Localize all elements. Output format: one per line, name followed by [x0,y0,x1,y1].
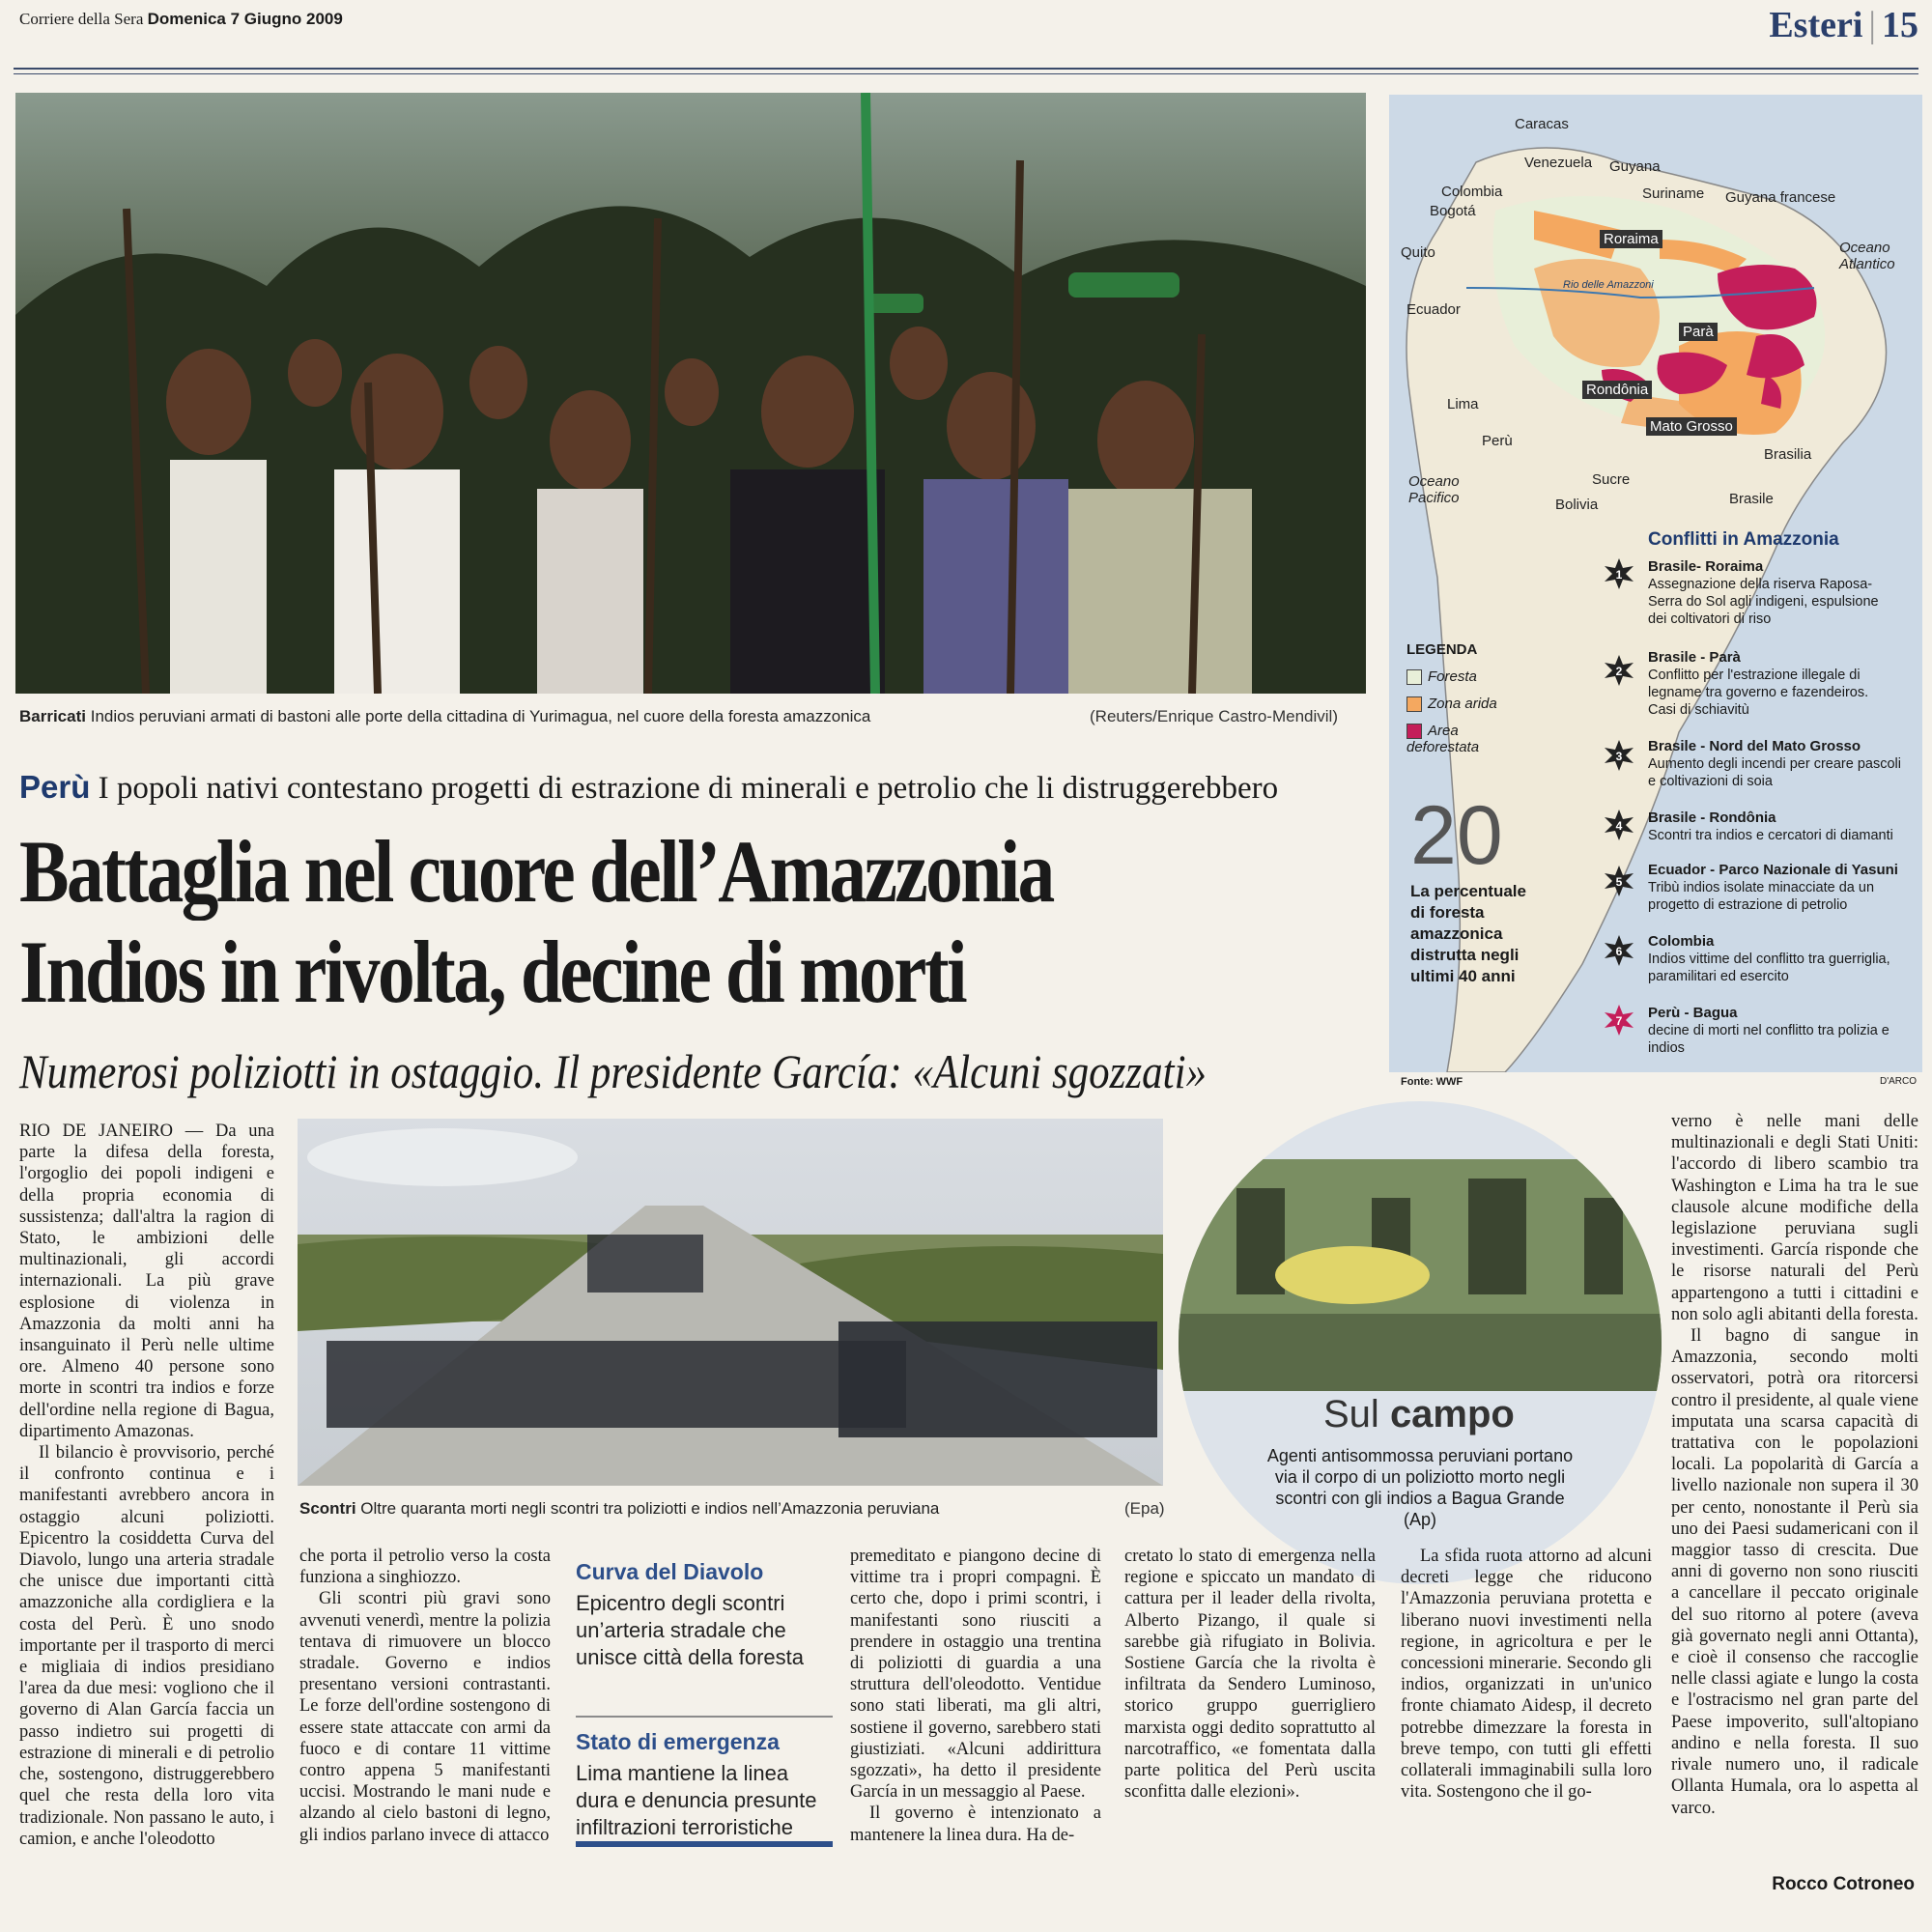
conflict-number: 3 [1615,750,1623,763]
map-label-peru: Perù [1482,433,1513,449]
box-divider [576,1716,833,1718]
article-column-1 [19,1121,274,1850]
conflict-title: Colombia [1648,933,1715,950]
article-paragraph: premeditato e piangono decine di vittime tra i propri compagni. È certo che, dopo i primi scontri, i manifestanti sono riusciti a prendere in ostaggio una trentina di poliziotti di guardia a una struttura dell'oleodotto. Ventidue sono stati liberati, ma gli altri, sostiene il governo, sarebbero stati giustiziati. «Alcuni addirittura sgozzati», ha detto il presidente García in un messaggio al Paese. [850,1547,1101,1803]
map-label-para: Parà [1679,323,1718,341]
photo1-caption-lead: Barricati [19,707,86,725]
map-label-suriname: Suriname [1642,185,1705,202]
article-column-6 [1671,1111,1918,1819]
issue-date: Domenica 7 Giugno 2009 [147,10,343,28]
article-column-4 [1124,1546,1376,1803]
map-label-colombia: Colombia [1441,184,1503,200]
photo2-caption-text: Oltre quaranta morti negli scontri tra poliziotti e indios nell’Amazzonia peruviana [360,1499,940,1518]
photo2-caption-lead: Scontri [299,1499,356,1518]
box-curva-del-diavolo-title: Curva del Diavolo [576,1559,764,1584]
box-stato-emergenza-text: Lima mantiene la linea dura e denuncia presunte infiltrazioni terroristiche [576,1761,817,1839]
conflict-1-star-icon [1604,558,1634,589]
article-paragraph: verno è nelle mani delle multinazionali e degli Stati Uniti: l'accordo di libero scambio tra Washington e Lima ha tra le sue clausole alcune modifiche della legislazione peruviana sugli investimenti. García risponde che le risorse naturali del Perù appartengono a tutti i cittadini e non solo agli abitanti della foresta. [1671,1112,1918,1324]
article-paragraph: Il bagno di sangue in Amazzonia, secondo molti osservatori, potrà ora ritorcersi contro il presidente, al quale viene imputata una scarsa capacità di trattativa con le popolazioni locali. La popolarità di García a livello nazionale non supera il 30 per cento, nonostante il Perù sia uno dei Paesi sudamericani con il maggior tasso di crescita. Due anni di governo non sono riusciti a cancellare il peccato originale del suo ritorno al potere (aveva già governato negli anni Ottanta), e cioè il consenso che raccoglie nelle classi agiate e lungo la costa e l'ostracismo nel gran parte del Paese impoverito, sull'altopiano andino e nella foresta. Il suo rivale numero uno, il radicale Ollanta Humala, ora lo aspetta al varco. [1671,1326,1918,1818]
conflict-text: Indios vittime del conflitto tra guerriglia, paramilitari ed esercito [1648,952,1890,984]
masthead [19,10,343,29]
stat-text: La percentuale di foresta amazzonica distrutta negli ultimi 40 anni [1410,882,1526,985]
conflict-text: decine di morti nel conflitto tra polizia e indios [1648,1023,1889,1056]
article-paragraph: La sfida ruota attorno ad alcuni decreti legge che riducono l'Amazzonia peruviana protetta e liberano nuovi investimenti nella regione, in agricoltura e per le concessioni minerarie. Secondo gli indios, organizzati in un'unico fronte chiamato Aidesp, il decreto potrebbe dimezzare la foresta in breve tempo, con tutti gli effetti collaterali immaginabili sulla loro vita. Sostengono che il go- [1401,1547,1652,1803]
photo-police-clashes [298,1119,1163,1486]
box-bottom-rule [576,1841,833,1847]
conflict-4 [1648,810,1909,844]
map-artist: D'ARCO [1880,1076,1918,1087]
conflict-title: Brasile- Roraima [1648,558,1764,575]
conflict-text: Assegnazione della riserva Raposa-Serra do Sol agli indigeni, espulsione dei coltivatori di riso [1648,577,1879,627]
conflict-4-star-icon [1604,810,1634,840]
legend-label: Foresta [1428,668,1477,685]
conflict-text: Aumento degli incendi per creare pascoli e coltivazioni di soia [1648,756,1901,789]
photo1-caption-text: Indios peruviani armati di bastoni alle porte della cittadina di Yurimagua, nel cuore della foresta amazzonica [90,707,871,725]
subheadline: Numerosi poliziotti in ostaggio. Il presidente García: «Alcuni sgozzati» [19,1044,1208,1098]
conflict-7-star-icon [1604,1005,1634,1036]
map-label-oceano-atlantico: Oceano Atlantico [1839,240,1895,272]
conflict-number: 7 [1615,1014,1623,1028]
legend-label: Zona arida [1428,696,1497,712]
article-paragraph: che porta il petrolio verso la costa funziona a singhiozzo. [299,1547,551,1588]
conflict-3 [1648,738,1909,790]
photo-sul-campo-circle [1179,1101,1662,1584]
map-label-oceano-pacifico: Oceano Pacifico [1408,473,1460,506]
kicker [19,769,1278,807]
conflict-number: 2 [1615,665,1623,678]
map-label-bogota: Bogotá [1430,203,1476,219]
headline-line-1: Battaglia nel cuore dell’Amazzonia [19,822,1053,921]
article-column-3 [850,1546,1101,1846]
conflict-number: 4 [1615,819,1623,833]
sul-campo-title [1323,1393,1515,1436]
conflict-text: Tribù indios isolate minacciate da un progetto di estrazione di petrolio [1648,880,1875,913]
legend-foresta [1406,668,1477,685]
headline-line-2: Indios in rivolta, decine di morti [19,923,966,1021]
conflict-6-star-icon [1604,935,1634,966]
legend-swatch-foresta [1406,669,1422,685]
newspaper-name: Corriere della Sera [19,10,144,28]
conflict-5-star-icon [1604,866,1634,896]
header-rule-thin [14,73,1918,74]
map-label-guyana-francese: Guyana francese [1725,189,1836,206]
article-column-5 [1401,1546,1652,1803]
map-label-brasile: Brasile [1729,491,1774,507]
conflict-number: 6 [1615,945,1623,958]
photo-indios-barricade [15,93,1366,694]
box-curva-del-diavolo-text: Epicentro degli scontri un’arteria stradale che unisce città della foresta [576,1591,805,1669]
sul-campo-title-light: Sul [1323,1393,1379,1435]
photo2-credit: (Epa) [1124,1499,1165,1518]
legend-label: Area deforestata [1406,723,1480,756]
map-label-quito: Quito [1401,244,1435,261]
conflicts-title: Conflitti in Amazzonia [1648,529,1839,550]
svg-text:Rio delle Amazzoni: Rio delle Amazzoni [1563,279,1654,291]
stat-number: 20 [1410,789,1503,882]
kicker-text: I popoli nativi contestano progetti di estrazione di minerali e petrolio che li distruggerebbero [98,771,1279,806]
conflict-title: Perù - Bagua [1648,1005,1738,1021]
byline: Rocco Cotroneo [1772,1874,1915,1894]
conflict-7 [1648,1005,1909,1057]
legend-swatch-deforestata [1406,724,1422,739]
map-label-lima: Lima [1447,396,1479,412]
conflict-5 [1648,862,1909,914]
conflict-title: Ecuador - Parco Nazionale di Yasuni [1648,862,1898,878]
sul-campo-title-bold: campo [1389,1393,1515,1435]
conflict-2 [1648,649,1899,719]
article-paragraph: cretato lo stato di emergenza nella regione e spiccato un mandato di cattura per il leader della rivolta, Alberto Pizango, il quale si sarebbe già rifugiato in Bolivia. Sostiene García che la rivolta è infiltrata da Sendero Luminoso, storico gruppo guerrigliero marxista oggi dedito soprattutto al narcotraffico, «e fomentata dalla parte politica del Perù uscita sconfitta dalle elezioni». [1124,1547,1376,1803]
map-label-roraima: Roraima [1600,230,1662,248]
map-label-sucre: Sucre [1592,471,1631,488]
conflict-text: Conflitto per l'estrazione illegale di legname tra governo e fazendeiros. Casi di schiavitù [1648,668,1869,718]
conflict-6 [1648,933,1909,985]
section-header: Esteri | 15 [1769,5,1918,45]
sul-campo-caption: Agenti antisommossa peruviani portano via il corpo di un poliziotto morto negli scontri con gli indios a Bagua Grande (Ap) [1266,1446,1574,1529]
legend-title: LEGENDA [1406,641,1478,658]
page-number: 15 [1882,5,1918,45]
article-paragraph: Il governo è intenzionato a mantenere la linea dura. Ha de- [850,1804,1101,1845]
conflict-text: Scontri tra indios e cercatori di diamanti [1648,828,1893,843]
header-rule [14,68,1918,70]
conflict-title: Brasile - Parà [1648,649,1741,666]
conflict-number: 1 [1615,568,1623,582]
map-label-bolivia: Bolivia [1555,497,1599,513]
map-label-caracas: Caracas [1515,116,1569,132]
map-label-rondonia: Rondônia [1582,381,1652,399]
legend-area-deforestata [1406,723,1513,755]
article-paragraph: RIO DE JANEIRO — Da una parte la difesa della foresta, l'orgoglio dei popoli indigeni e della propria economia di sussistenza; dall'altra la ragion di Stato, le ambizioni delle multinazionali, gli accordi internazionali. La più grave esplosione di violenza in Amazzonia da molti anni ha insanguinato il Perù nelle ultime ore. Almeno 40 persone sono morte in scontri tra indios e forze dell'ordine nella regione di Bagua, dipartimento Amazonas. [19,1122,274,1441]
article-paragraph: Il bilancio è provvisorio, perché il confronto continua e i manifestanti avrebbero ancora in ostaggio alcuni poliziotti. Epicentro la cosiddetta Curva del Diavolo, lungo una arteria stradale che unisce due importanti città amazzoniche alla cordigliera e la costa del Perù. È uno snodo importante per il trasporto di merci e migliaia di indios presidiano l'area da due mesi: vogliono che il governo di Alan García faccia un passo indietro sui progetti di estrazione di minerali e di petrolio che, sostengono, distruggerebbero quel che resta della loro vita tradizionale. Non passano le auto, i camion, e anche l'oleodotto [19,1443,274,1849]
conflict-3-star-icon [1604,740,1634,771]
map-label-ecuador: Ecuador [1406,301,1461,318]
conflict-1 [1648,558,1899,628]
map-label-venezuela: Venezuela [1524,155,1593,171]
article-paragraph: Gli scontri più gravi sono avvenuti venerdì, mentre la polizia tentava di rimuovere un blocco stradale. Governo e indios presentano versioni contrastanti. Le forze dell'ordine sostengono di essere state attaccate con armi da fuoco e di contare 11 vittime contro appena 5 manifestanti uccisi. Mostrando le mani nude e alzando al cielo bastoni di legno, gli indios parlano invece di attacco [299,1589,551,1845]
photo2-caption [299,1499,939,1519]
conflict-title: Brasile - Nord del Mato Grosso [1648,738,1861,754]
conflict-title: Brasile - Rondônia [1648,810,1776,826]
map-label-brasilia: Brasilia [1764,446,1812,463]
conflict-2-star-icon [1604,655,1634,686]
section-name: Esteri [1769,5,1863,45]
map-label-mato-grosso: Mato Grosso [1646,417,1737,436]
article-column-2 [299,1546,551,1846]
photo1-caption [19,707,870,726]
legend-zona-arida [1406,696,1497,712]
map-label-guyana: Guyana [1609,158,1661,175]
kicker-lead: Perù [19,769,91,805]
legend-swatch-arida [1406,696,1422,712]
conflict-number: 5 [1615,875,1623,889]
map-source: Fonte: WWF [1401,1076,1463,1088]
photo1-credit: (Reuters/Enrique Castro-Mendivil) [1090,707,1338,725]
box-stato-emergenza-title: Stato di emergenza [576,1729,780,1754]
